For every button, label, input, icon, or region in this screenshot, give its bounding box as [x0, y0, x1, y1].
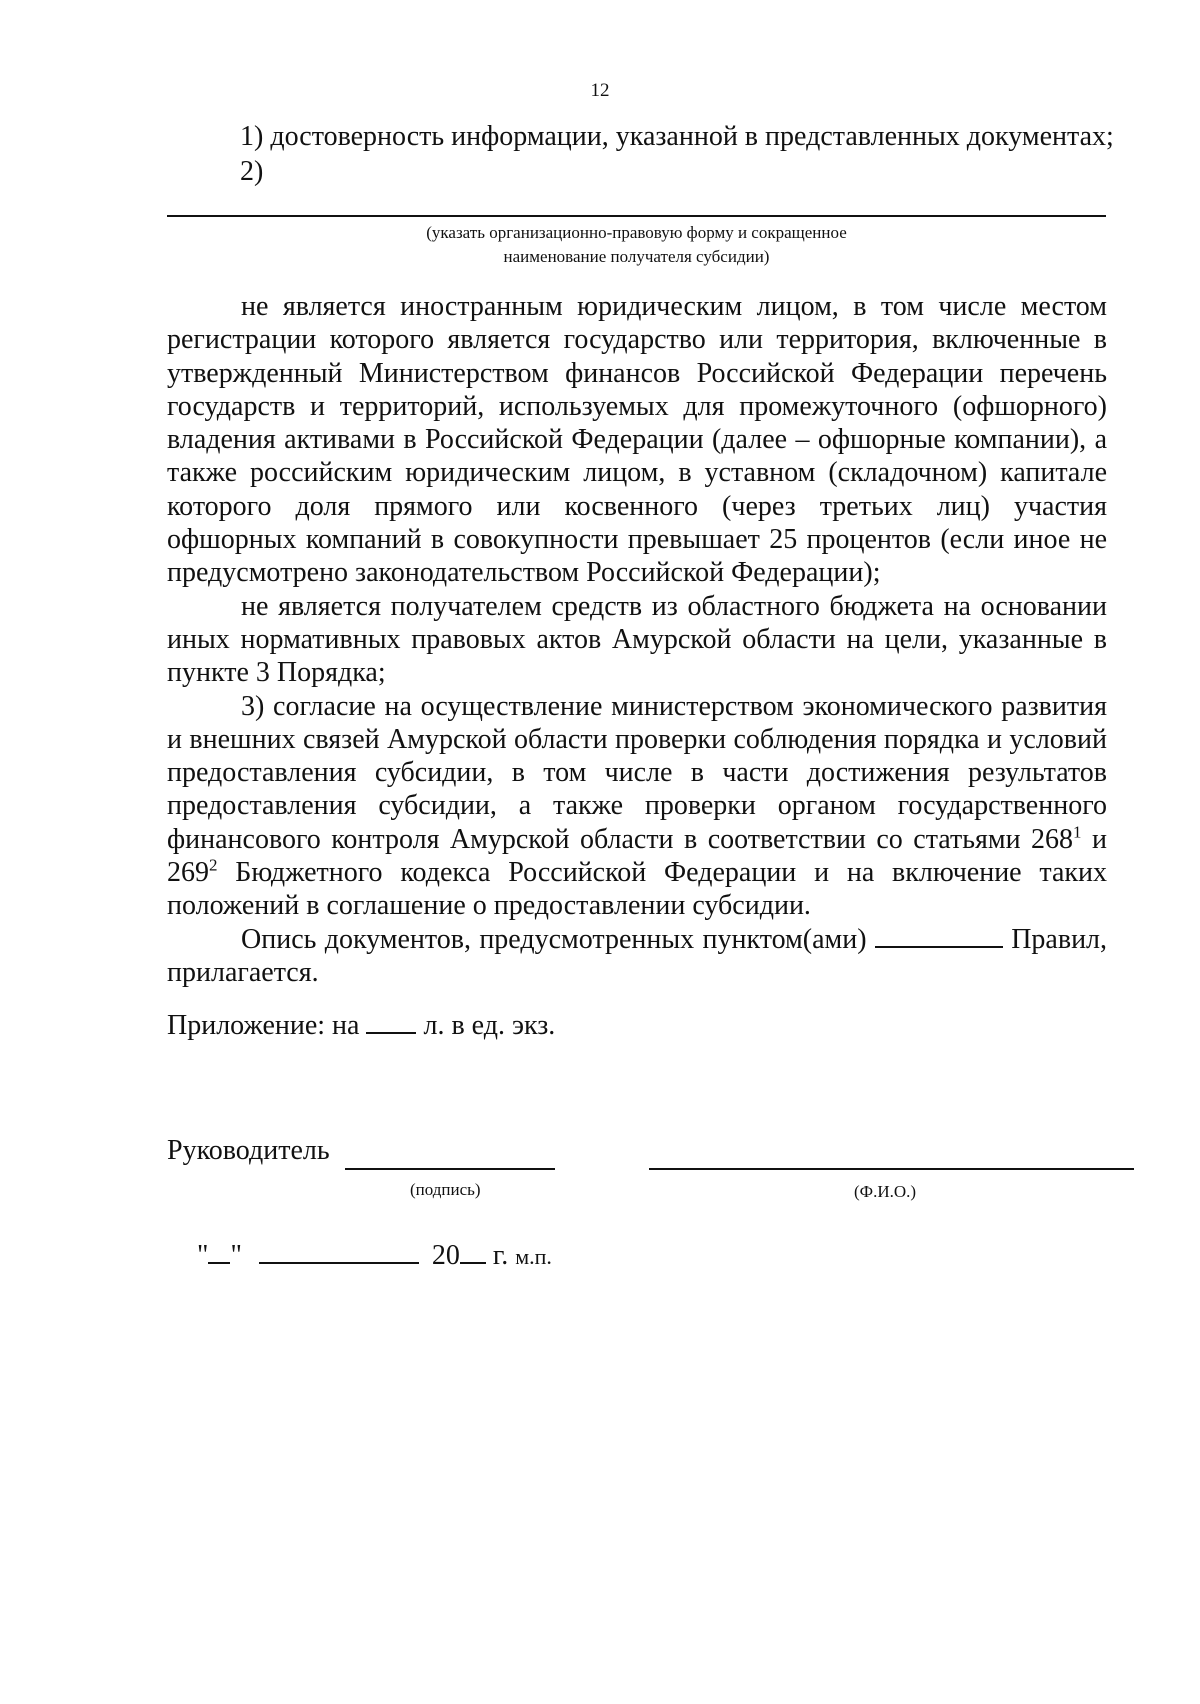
- inventory-points-blank: [875, 924, 1003, 948]
- year-blank: [460, 1240, 486, 1264]
- fio-line: [649, 1168, 1134, 1170]
- recipient-name-line: [167, 215, 1106, 217]
- recipient-caption-line-1: (указать организационно-правовую форму и сокращенное: [426, 223, 847, 242]
- appendix-prefix: Приложение: на: [167, 1010, 360, 1041]
- list-item-1: 1) достоверность информации, указанной в представленных документах;: [240, 121, 1114, 152]
- date-close-quote: ": [230, 1240, 242, 1271]
- consent-text-start: 3) согласие на осуществление министерством экономического развития и внешних связей Амурской области проверки соблюдения порядка и условий предоставления субсидии, в том числе в части достижения результатов предоставления субсидии, а также проверки органом государственного финансового контроля Амурской области в соответствии со статьями 268: [167, 690, 1107, 855]
- appendix-line: [167, 1010, 555, 1042]
- day-blank: [208, 1240, 230, 1264]
- signature-line: [345, 1168, 555, 1170]
- inventory-text-end: Правил, прилагается.: [167, 923, 1108, 988]
- inventory-text-start: Опись документов, предусмотренных пунктом(ами): [241, 923, 867, 955]
- paragraph-offshore: не является иностранным юридическим лицом, в том числе местом регистрации которого является государство или территория, включенные в утвержденный Министерством финансов Российской Федерации перечень государств и территорий, используемых для промежуточного (офшорного) владения активами в Российской Федерации (далее – офшорные компании), а также российским юридическим лицом, в уставном (складочном) капитале которого доля прямого или косвенного (через третьих лиц) участия офшорных компаний в совокупности превышает 25 процентов (если иное не предусмотрено законодательством Российской Федерации);: [167, 291, 1107, 589]
- month-blank: [259, 1240, 419, 1264]
- paragraph-inventory: [167, 923, 1107, 990]
- superscript-1: 1: [1073, 822, 1082, 842]
- year-suffix: г.: [492, 1240, 509, 1271]
- page-number: 12: [590, 80, 610, 101]
- list-item-2: 2): [240, 156, 264, 187]
- year-prefix: 20: [431, 1240, 460, 1271]
- paragraph-consent: [167, 690, 1107, 923]
- consent-text-end: Бюджетного кодекса Российской Федерации и на включение таких положений в соглашение о предоставлении субсидии.: [167, 857, 1107, 922]
- appendix-suffix: л. в ед. экз.: [423, 1010, 556, 1041]
- paragraph-budget-funds: не является получателем средств из областного бюджета на основании иных нормативных правовых актов Амурской области на цели, указанные в пункте 3 Порядка;: [167, 590, 1107, 689]
- recipient-caption: [167, 221, 1106, 269]
- date-open-quote: ": [197, 1240, 209, 1271]
- appendix-pages-blank: [366, 1010, 416, 1034]
- date-line: [197, 1240, 552, 1272]
- fio-caption: (Ф.И.О.): [854, 1182, 917, 1201]
- recipient-caption-line-2: наименование получателя субсидии): [503, 247, 770, 266]
- signature-caption: (подпись): [410, 1180, 481, 1199]
- stamp-place: м.п.: [515, 1244, 552, 1269]
- consent-text-mid: и 269: [167, 823, 1108, 889]
- signature-label: Руководитель: [167, 1135, 330, 1166]
- document-body: [167, 290, 1107, 989]
- superscript-2: 2: [209, 855, 218, 875]
